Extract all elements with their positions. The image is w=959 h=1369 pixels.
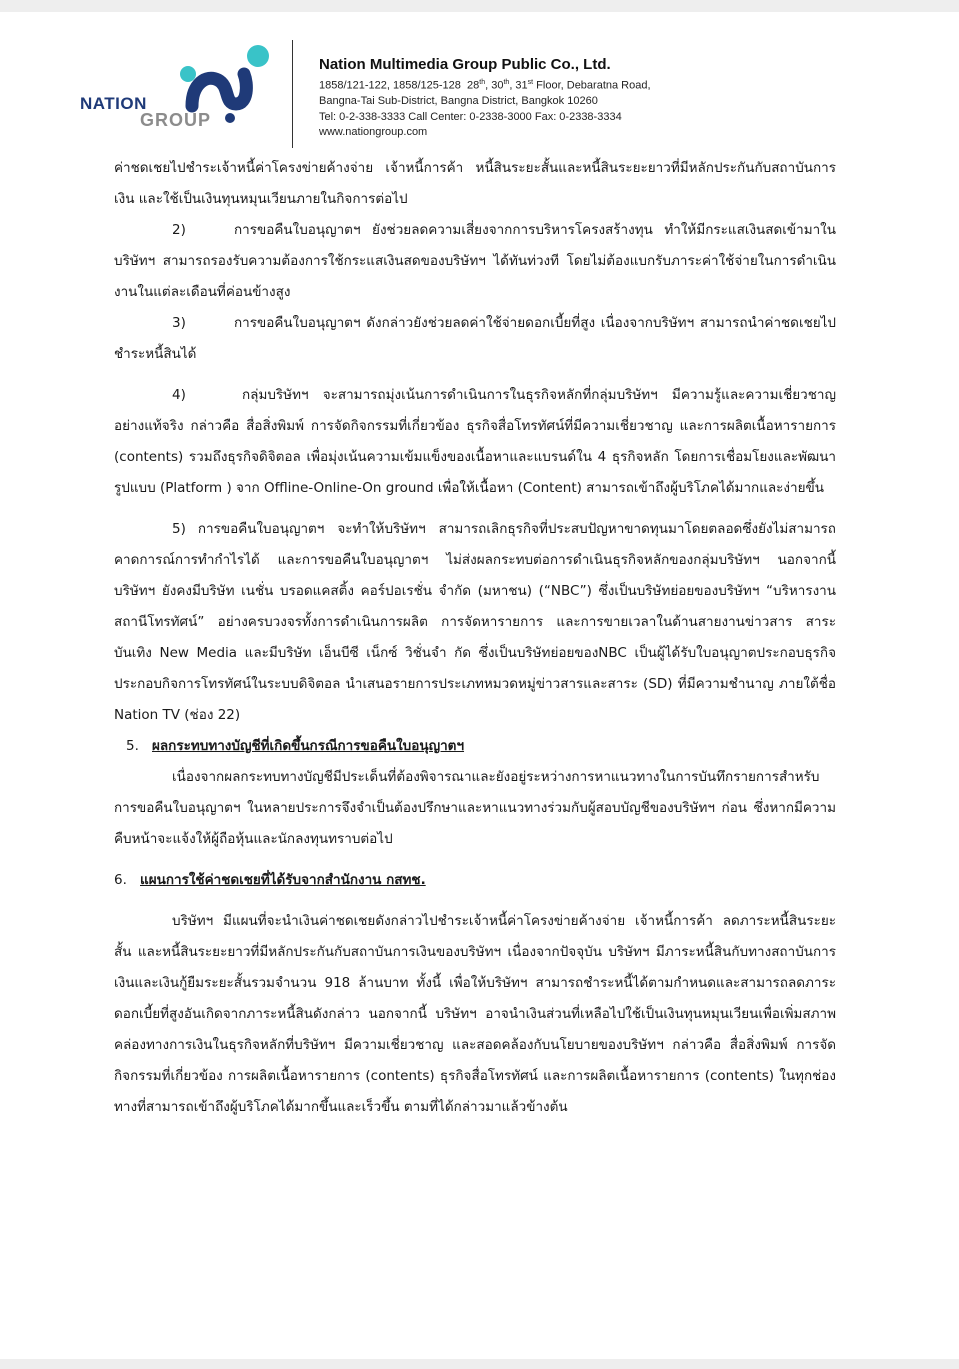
section-5-number: 5. <box>126 738 139 754</box>
company-address-line1: 1858/121-122, 1858/125-128 28th, 30th, 31st Floor, Debaratna Road, <box>319 79 651 92</box>
item-2-text: การขอคืนใบอนุญาตฯ ยังช่วยลดความเสี่ยงจากการบริหารโครงสร้างทุน ทำให้มีกระแสเงินสดเข้ามาในบริษัทฯ สามารถรองรับความต้องการใช้กระแสเงินสดของบริษัทฯ ได้ทันท่วงที โดยไม่ต้องแบกรับภาระค่าใช้จ่ายในการดำเนินงานในแต่ละเดือนที่ค่อนข้างสูง <box>114 222 836 300</box>
paragraph-item-2 <box>114 215 836 308</box>
document-body <box>114 153 836 1123</box>
company-website-link[interactable]: www.nationgroup.com <box>319 126 428 139</box>
section-6-text: บริษัทฯ มีแผนที่จะนำเงินค่าชดเชยดังกล่าวไปชำระเจ้าหนี้ค่าโครงข่ายค้างจ่าย เจ้าหนี้การค้า ลดภาระหนี้สินระยะสั้น และหนี้สินระยะยาวที่มีหลักประกันกับสถาบันการเงินของบริษัทฯ เนื่องจากปัจจุบัน บริษัทฯ มีภาระหนี้สินกับทางสถาบันการเงินและเงินกู้ยืมระยะสั้นรวมจำนวน 918 ล้านบาท ทั้งนี้ เพื่อให้บริษัทฯ สามารถชำระหนี้ได้ตามกำหนดและสามารถลดภาระดอกเบี้ยที่สูงอันเกิดจากภาระหนี้สินดังกล่าว นอกจากนี้ บริษัทฯ อาจนำเงินส่วนที่เหลือไปใช้เป็นเงินทุนหมุนเวียนเพื่อเพิ่มสภาพคล่องทางการเงินในธุรกิจหลักที่บริษัทฯ มีความเชี่ยวชาญ และสอดคล้องกับนโยบายของบริษัทฯ กล่าวคือ สื่อสิ่งพิมพ์ การจัดกิจกรรมที่เกี่ยวข้อง การผลิตเนื้อหารายการ (contents) ธุรกิจสื่อโทรทัศน์ และการผลิตเนื้อหารายการ (contents) ในทุกช่องทางที่สามารถเข้าถึงผู้บริโภคได้มากขึ้นและเร็วขึ้น ตามที่ได้กล่าวมาแล้วข้างต้น <box>114 913 836 1115</box>
paragraph-intro: ค่าชดเชยไปชำระเจ้าหนี้ค่าโครงข่ายค้างจ่าย เจ้าหนี้การค้า หนี้สินระยะสั้นและหนี้สินระยะยาวที่มีหลักประกันกับสถาบันการเงิน และใช้เป็นเงินทุนหมุนเวียนภายในกิจการต่อไป <box>114 160 836 207</box>
item-4-number: 4) <box>172 387 186 403</box>
section-6-heading <box>114 865 836 896</box>
section-6-number: 6. <box>114 872 127 888</box>
logo-word-nation: NATION <box>80 94 147 113</box>
section-5-heading <box>114 731 836 762</box>
paragraph-item-5 <box>114 514 836 731</box>
company-address-line2: Bangna-Tai Sub-District, Bangna District, Bangkok 10260 <box>319 95 598 108</box>
item-3-number: 3) <box>172 315 186 331</box>
bottom-margin-bar <box>0 1359 959 1369</box>
paragraph-item-3 <box>114 308 836 370</box>
top-margin-bar <box>0 0 959 12</box>
header-divider <box>292 40 293 148</box>
company-info <box>319 55 651 141</box>
section-5-text: เนื่องจากผลกระทบทางบัญชีมีประเด็นที่ต้องพิจารณาและยังอยู่ระหว่างการหาแนวทางในการบันทึกรายการสำหรับการขอคืนใบอนุญาตฯ ในหลายประการจึงจำเป็นต้องปรึกษาและหาแนวทางร่วมกับผู้สอบบัญชีของบริษัทฯ ก่อน ซึ่งหากมีความคืบหน้าจะแจ้งให้ผู้ถือหุ้นและนักลงทุนทราบต่อไป <box>114 769 836 847</box>
company-contact-line: Tel: 0-2-338-3333 Call Center: 0-2338-3000 Fax: 0-2338-3334 <box>319 110 622 123</box>
paragraph-item-4 <box>114 380 836 504</box>
section-5-title: ผลกระทบทางบัญชีที่เกิดขึ้นกรณีการขอคืนใบอนุญาตฯ <box>152 738 465 754</box>
section-5-paragraph <box>114 762 836 855</box>
section-6-title: แผนการใช้ค่าชดเชยที่ได้รับจากสำนักงาน กสทช. <box>140 872 426 888</box>
section-6-paragraph <box>114 906 836 1123</box>
item-4-text: กลุ่มบริษัทฯ จะสามารถมุ่งเน้นการดำเนินการในธุรกิจหลักที่กลุ่มบริษัทฯ มีความรู้และความเชี่ยวชาญอย่างแท้จริง กล่าวคือ สื่อสิ่งพิมพ์ การจัดกิจกรรมที่เกี่ยวข้อง ธุรกิจสื่อโทรทัศน์ที่มีความเชี่ยวชาญ และการผลิตเนื้อหารายการ (contents) รวมถึงธุรกิจดิจิตอล เพื่อมุ่งเน้นความเข้มแข็งของเนื้อหาและแบรนด์ใน 4 ธุรกิจหลัก โดยการเชื่อมโยงและพัฒนารูปแบบ (Platform ) จาก Offline-Online-On ground เพื่อให้เนื้อหา (Content) สามารถเข้าถึงผู้บริโภคได้มากและง่ายขึ้น <box>114 387 836 496</box>
logo-word-group: GROUP <box>140 110 212 130</box>
item-2-number: 2) <box>172 222 186 238</box>
item-5-text: การขอคืนใบอนุญาตฯ จะทำให้บริษัทฯ สามารถเลิกธุรกิจที่ประสบปัญหาขาดทุนมาโดยตลอดซึ่งยังไม่สามารถคาดการณ์การทำกำไรได้ และการขอคืนใบอนุญาตฯ ไม่ส่งผลกระทบต่อการดำเนินธุรกิจหลักของกลุ่มบริษัทฯ นอกจากนี้ บริษัทฯ ยังคงมีบริษัท เนชั่น บรอดแคสติ้ง คอร์ปอเรชั่น จำกัด (มหาชน) (“NBC”) ซึ่งเป็นบริษัทย่อยของบริษัทฯ “บริหารงานสถานีโทรทัศน์” อย่างครบวงจรทั้งการดำเนินการผลิต การจัดหารายการ และการขายเวลาในด้านสายงานข่าวสาร สาระบันเทิง New Media และมีบริษัท เอ็นบีซี เน็กซ์ วิชั่นจำ กัด ซึ่งเป็นบริษัทย่อยของNBC เป็นผู้ได้รับใบอนุญาตประกอบธุรกิจประกอบกิจการโทรทัศน์ในระบบดิจิตอล นำเสนอรายการประเภทหมวดหมู่ข่าวสารและสาระ (SD) ที่มีความชำนาญ ภายใต้ชื่อ Nation TV (ช่อง 22) <box>114 521 836 723</box>
nation-group-logo <box>78 44 278 134</box>
item-5-number: 5) <box>172 521 186 537</box>
item-3-text: การขอคืนใบอนุญาตฯ ดังกล่าวยังช่วยลดค่าใช้จ่ายดอกเบี้ยที่สูง เนื่องจากบริษัทฯ สามารถนำค่าชดเชยไปชำระหนี้สินได้ <box>114 315 836 362</box>
company-name: Nation Multimedia Group Public Co., Ltd. <box>319 56 611 73</box>
